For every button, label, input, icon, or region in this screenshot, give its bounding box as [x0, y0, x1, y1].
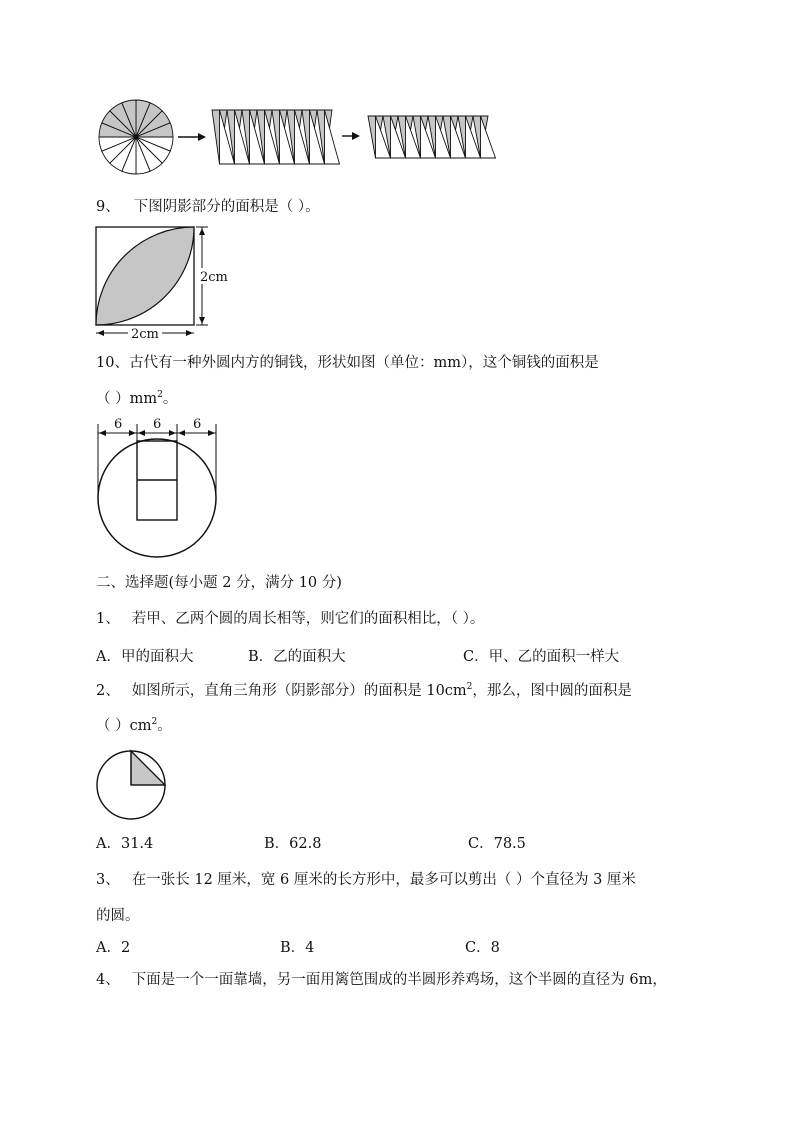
question-number: 4、: [96, 972, 120, 988]
question-text-suffix: ，那么，图中圆的面积是: [472, 683, 632, 699]
coin-figure: [0, 410, 794, 560]
sectored-circle: [99, 100, 173, 174]
arrow-icon: [342, 132, 360, 140]
question-number: 2、: [96, 683, 120, 699]
arrow-icon: [178, 133, 206, 141]
circle-triangle-figure: [0, 748, 794, 828]
white-sector: [481, 116, 496, 158]
question-text: 下图阴影部分的面积是（ ）。: [133, 199, 320, 215]
question-10-line-2: [96, 385, 177, 409]
dim-side-label: 2cm: [200, 270, 228, 285]
option-a: A．甲的面积大: [96, 649, 194, 665]
option-b: B．4: [280, 940, 315, 956]
option-a: A．31.4: [96, 836, 154, 852]
section-heading: 二、选择题(每小题 2 分，满分 10 分): [96, 575, 342, 591]
question-text: 在一张长 12 厘米，宽 6 厘米的长方形中，最多可以剪出（ ）个直径为 3 厘米: [131, 872, 636, 888]
rearranged-sectors-1: [212, 110, 340, 164]
superscript: 2: [151, 717, 158, 727]
mc-question-2: [96, 677, 632, 701]
question-number: 3、: [96, 872, 120, 888]
mc-question-3: [96, 870, 636, 890]
option-a: A．2: [96, 940, 131, 956]
leaf-shaded-figure: [0, 220, 794, 340]
answer-blank-text: （ ）cm: [96, 718, 152, 734]
rearranged-sectors-2: [368, 116, 496, 158]
white-sector: [325, 110, 340, 164]
answer-blank-text: （ ）mm: [96, 391, 158, 407]
shaded-leaf: [96, 227, 194, 325]
punctuation: 。: [162, 391, 178, 407]
dim-bottom-label: 2cm: [131, 327, 159, 342]
question-9: [96, 197, 320, 217]
superscript: 2: [466, 682, 473, 692]
question-text: 如图所示，直角三角形（阴影部分）的面积是 10cm: [131, 683, 467, 699]
sector-rearrangement-figure: [0, 100, 794, 180]
option-b: B．62.8: [264, 836, 322, 852]
coin-outer-circle: [98, 439, 216, 557]
punctuation: 。: [157, 718, 172, 734]
question-text: 若甲、乙两个圆的周长相等，则它们的面积相比，（ ）。: [131, 611, 485, 627]
mc-question-2-line-2: [96, 712, 172, 736]
dim-label-left: 6: [114, 417, 123, 432]
question-text: 下面是一个一面靠墙，另一面用篱笆围成的半圆形养鸡场，这个半圆的直径为 6m，: [131, 972, 667, 988]
mc-question-1: [96, 609, 484, 629]
option-b: B．乙的面积大: [248, 649, 346, 665]
mc-question-3-line-2: 的圆。: [96, 908, 140, 924]
superscript: 2: [157, 390, 163, 400]
mc-question-4: [96, 970, 667, 990]
option-c: C．甲、乙的面积一样大: [463, 649, 620, 665]
option-c: C．78.5: [468, 836, 526, 852]
question-number: 1、: [96, 611, 120, 627]
dim-label-middle: 6: [153, 417, 162, 432]
dim-label-right: 6: [193, 417, 202, 432]
option-c: C．8: [465, 940, 500, 956]
question-number: 9、: [96, 199, 120, 215]
question-10-line-1: 10、古代有一种外圆内方的铜钱，形状如图（单位：mm），这个铜钱的面积是: [96, 355, 599, 371]
